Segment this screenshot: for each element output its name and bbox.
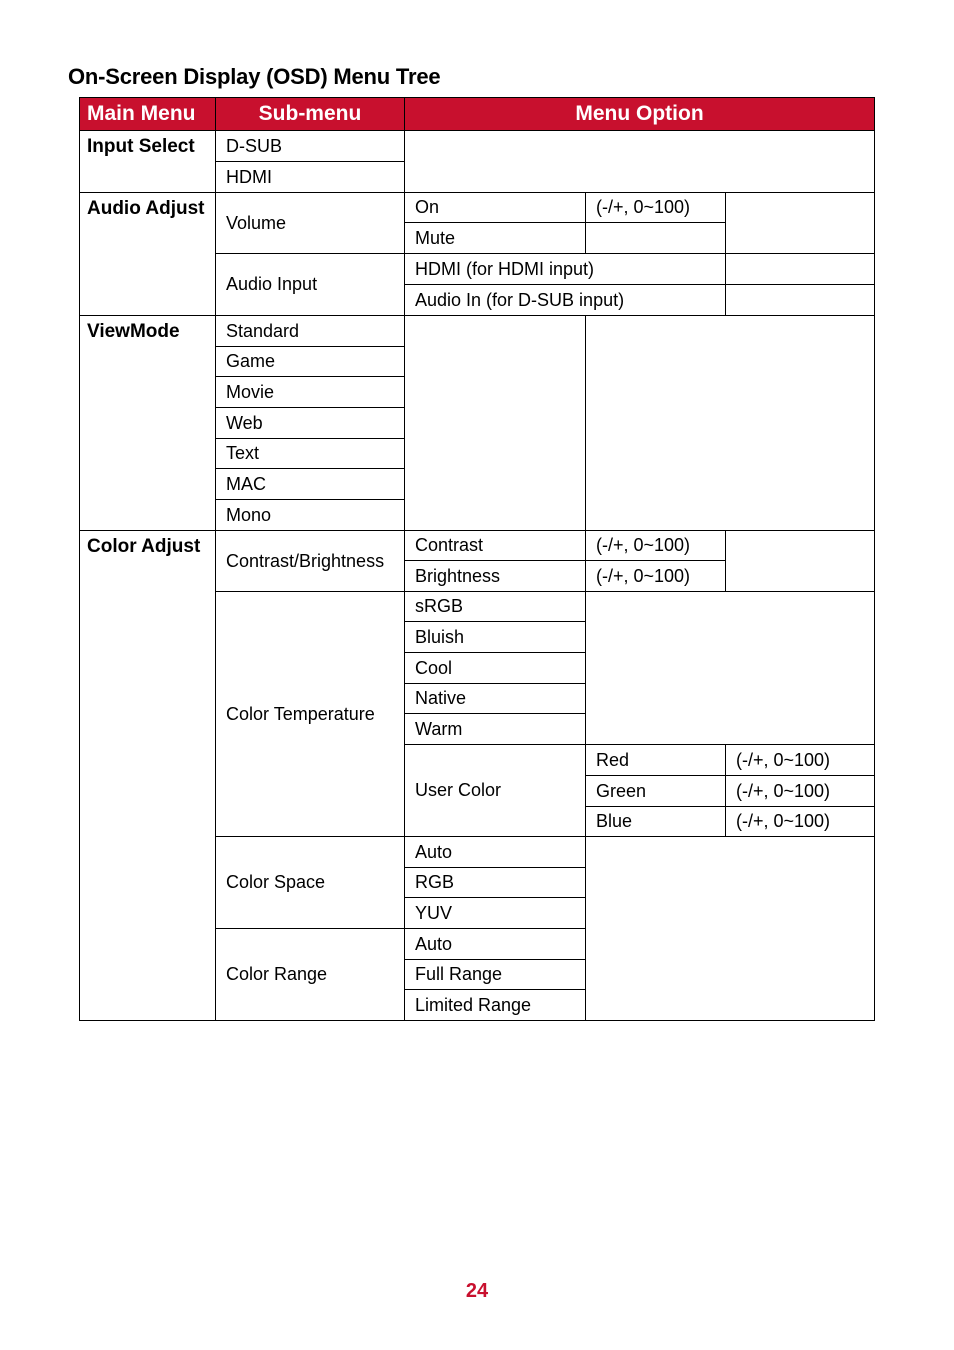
- empty-option-cell: [405, 131, 875, 193]
- sub-menu-color-range: Color Range: [216, 929, 405, 1021]
- empty-option-cell: [726, 193, 875, 254]
- empty-option-cell: [726, 254, 875, 285]
- option-range: (-/+, 0~100): [726, 745, 875, 776]
- table-row: [80, 316, 875, 347]
- empty-option-cell: [726, 285, 875, 316]
- table-row: [80, 131, 875, 162]
- page-title: On-Screen Display (OSD) Menu Tree: [68, 64, 441, 89]
- empty-option-cell: [726, 531, 875, 592]
- option-range: (-/+, 0~100): [726, 807, 875, 837]
- sub-menu-item: MAC: [216, 469, 405, 500]
- option-item: YUV: [405, 898, 586, 929]
- table-row: [80, 531, 875, 561]
- header-sub-menu: Sub-menu: [216, 98, 405, 131]
- option-item: Warm: [405, 714, 586, 745]
- sub-menu-item: Standard: [216, 316, 405, 347]
- option-user-color: User Color: [405, 745, 586, 837]
- option-mute: Mute: [405, 223, 586, 254]
- option-brightness: Brightness: [405, 561, 586, 592]
- option-contrast: Contrast: [405, 531, 586, 561]
- osd-menu-tree-table: [79, 97, 875, 1021]
- main-menu-audio-adjust: Audio Adjust: [80, 193, 216, 316]
- sub-menu-item: Mono: [216, 500, 405, 531]
- option-item: Bluish: [405, 622, 586, 653]
- sub-menu-item: Movie: [216, 377, 405, 408]
- option-item: sRGB: [405, 592, 586, 622]
- option-audio-in: Audio In (for D-SUB input): [405, 285, 726, 316]
- header-menu-option: Menu Option: [405, 98, 875, 131]
- user-color-channel: Red: [586, 745, 726, 776]
- sub-menu-item: HDMI: [216, 162, 405, 193]
- table-row: [80, 193, 875, 223]
- sub-menu-contrast-brightness: Contrast/Brightness: [216, 531, 405, 592]
- option-item: Limited Range: [405, 990, 586, 1021]
- sub-menu-item: D-SUB: [216, 131, 405, 162]
- option-item: Cool: [405, 653, 586, 684]
- option-range: (-/+, 0~100): [586, 531, 726, 561]
- user-color-channel: Blue: [586, 807, 726, 837]
- empty-option-cell: [586, 837, 875, 1021]
- option-hdmi-input: HDMI (for HDMI input): [405, 254, 726, 285]
- option-range: (-/+, 0~100): [586, 193, 726, 223]
- main-menu-input-select: Input Select: [80, 131, 216, 193]
- option-range: (-/+, 0~100): [726, 776, 875, 807]
- option-item: Native: [405, 684, 586, 714]
- page-number: 24: [465, 1280, 489, 1302]
- sub-menu-item: Text: [216, 439, 405, 469]
- option-range: (-/+, 0~100): [586, 561, 726, 592]
- empty-option-cell: [405, 316, 586, 531]
- empty-option-cell: [586, 592, 875, 745]
- sub-menu-item: Game: [216, 347, 405, 377]
- empty-option-cell: [586, 223, 726, 254]
- user-color-channel: Green: [586, 776, 726, 807]
- sub-menu-volume: Volume: [216, 193, 405, 254]
- sub-menu-audio-input: Audio Input: [216, 254, 405, 316]
- option-item: RGB: [405, 868, 586, 898]
- main-menu-color-adjust: Color Adjust: [80, 531, 216, 1021]
- table-header-row: [80, 98, 875, 131]
- option-item: Auto: [405, 837, 586, 868]
- option-on: On: [405, 193, 586, 223]
- sub-menu-color-temperature: Color Temperature: [216, 592, 405, 837]
- main-menu-viewmode: ViewMode: [80, 316, 216, 531]
- option-item: Auto: [405, 929, 586, 960]
- empty-option-cell: [586, 316, 875, 531]
- header-main-menu: Main Menu: [80, 98, 216, 131]
- sub-menu-item: Web: [216, 408, 405, 439]
- option-item: Full Range: [405, 960, 586, 990]
- sub-menu-color-space: Color Space: [216, 837, 405, 929]
